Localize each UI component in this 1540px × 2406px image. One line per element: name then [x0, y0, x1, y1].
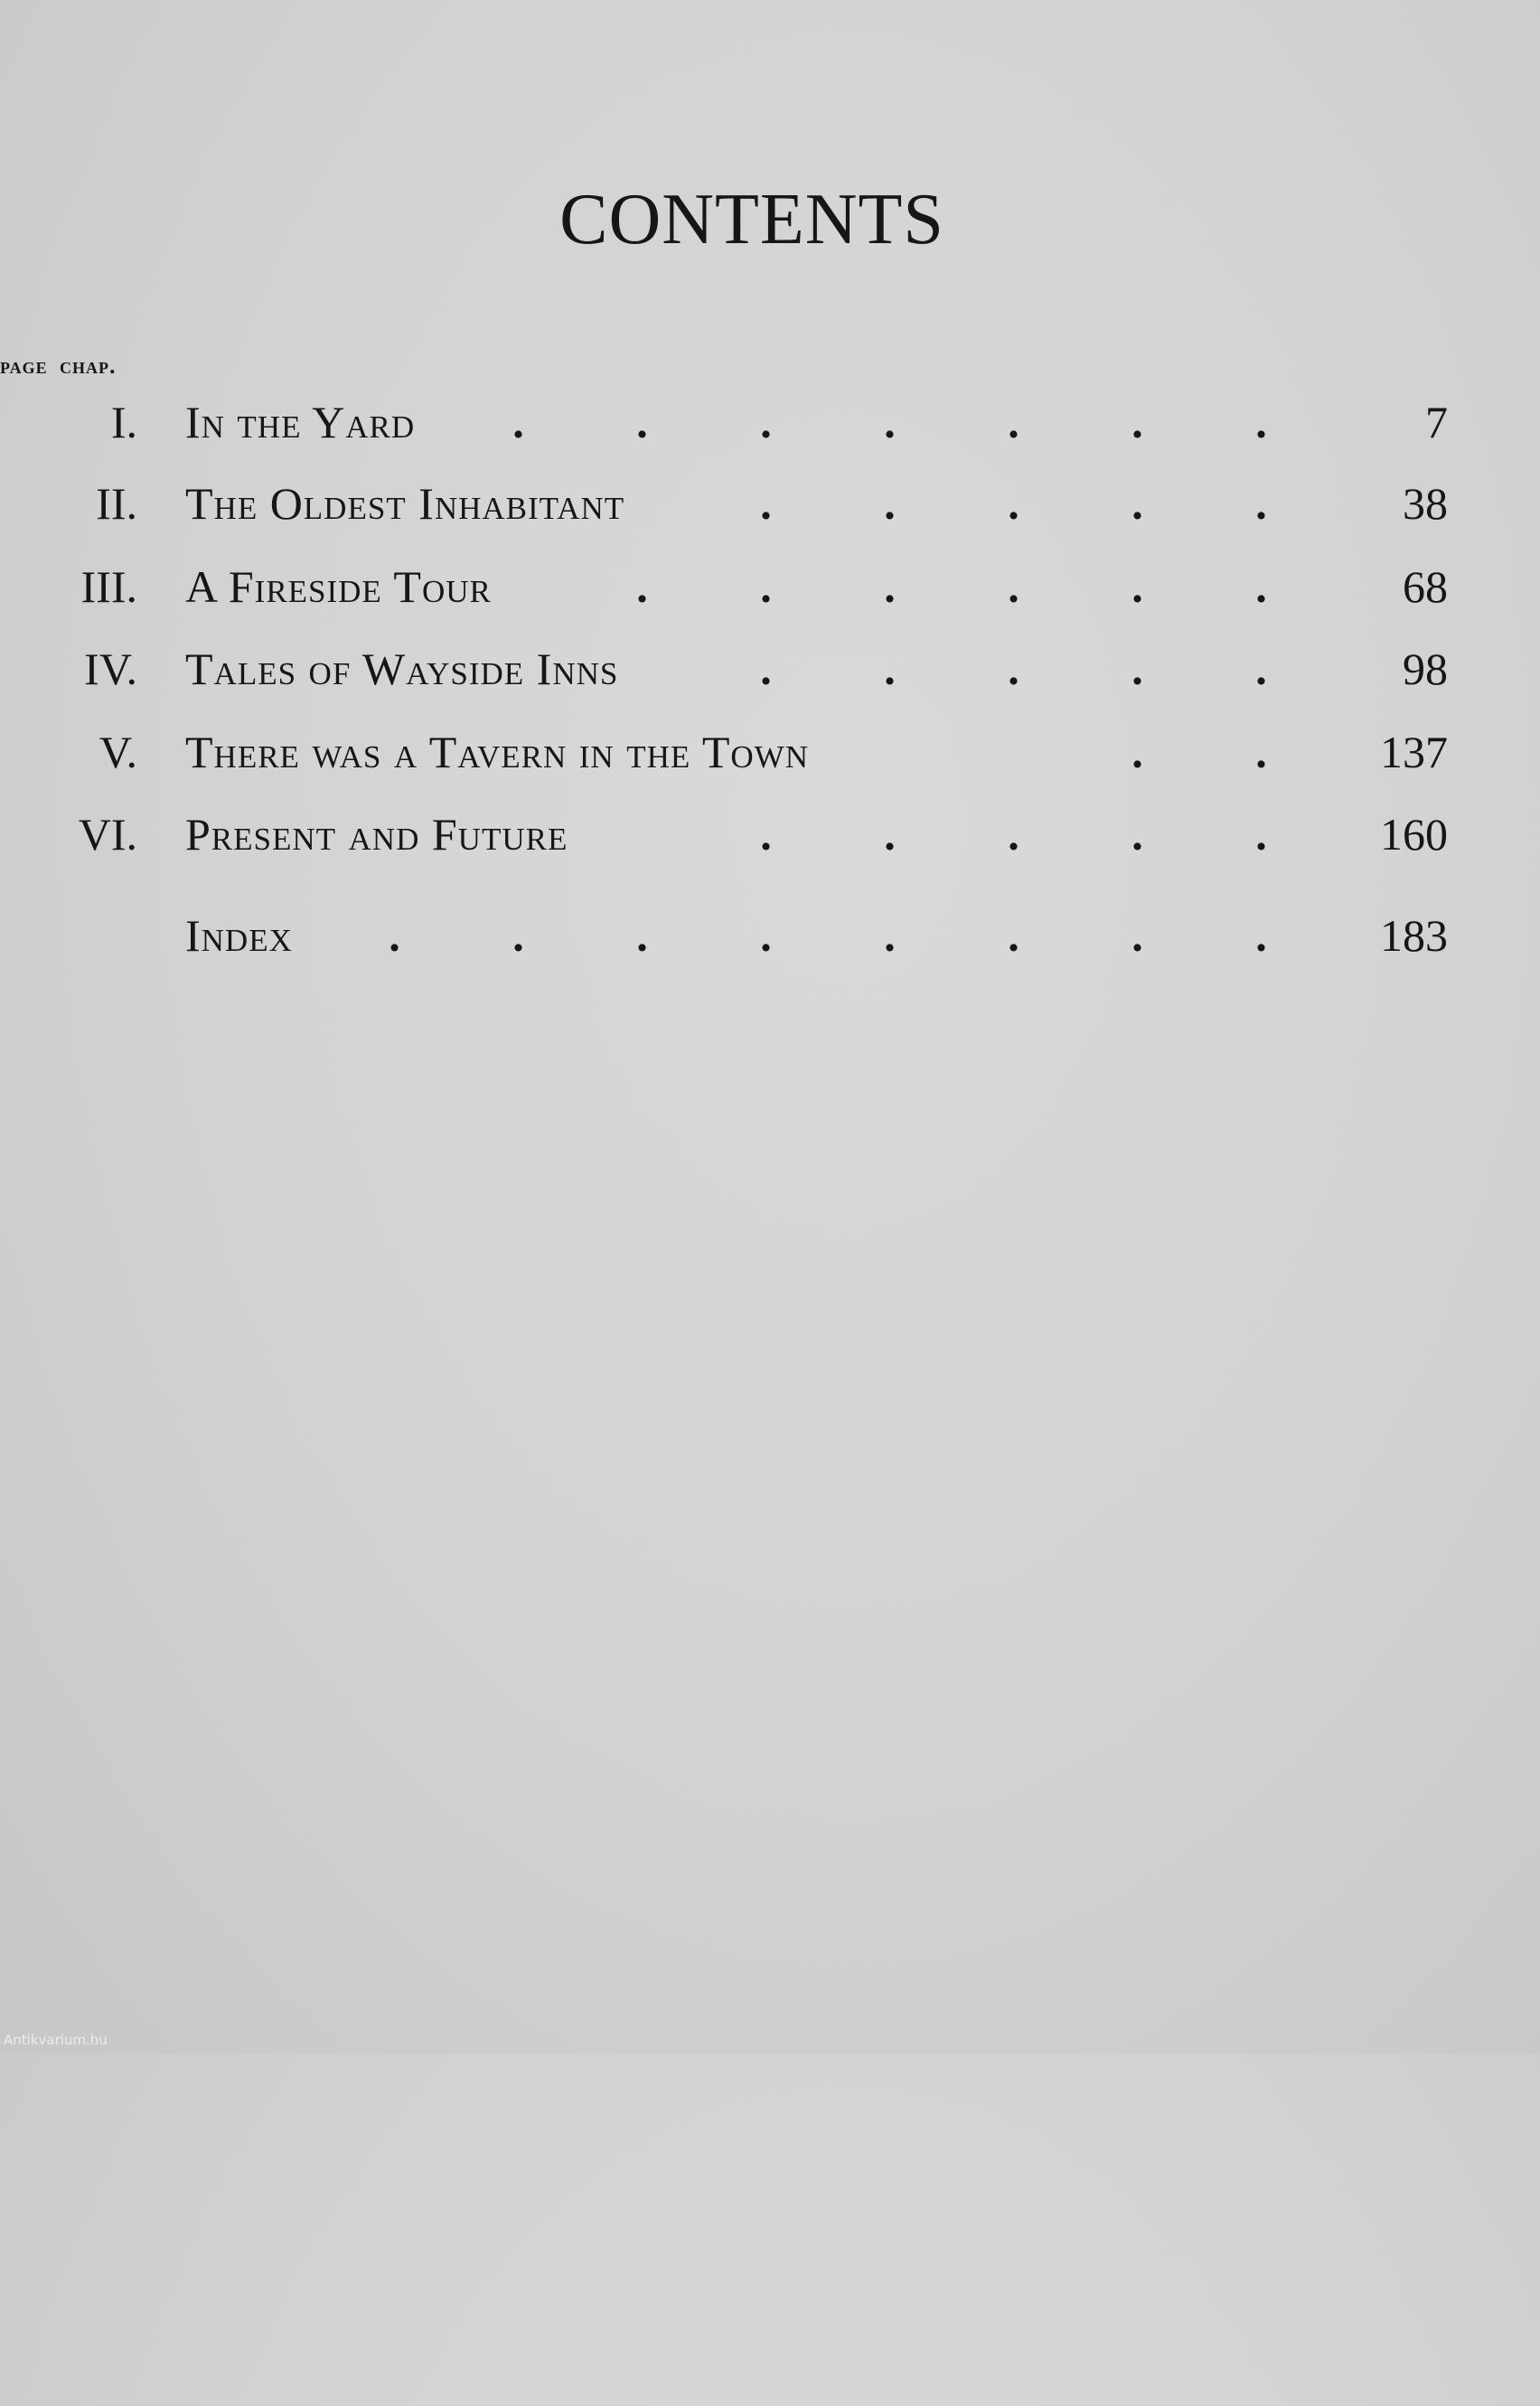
dot-leader: . . . . . . [636, 561, 1267, 612]
page-number: 7 [1425, 397, 1448, 447]
dot-leader: . . . . . . . . [389, 910, 1267, 961]
dot-leader: . . . . . [760, 478, 1267, 529]
page-number: 137 [1380, 727, 1448, 777]
chapter-title: In the Yard [185, 397, 416, 447]
page-number: 68 [1403, 561, 1448, 612]
dot-leader: . . [1132, 727, 1267, 777]
toc-entry [0, 637, 1540, 700]
chapter-number: II. [96, 478, 137, 529]
toc-entry [0, 472, 1540, 535]
toc-entry [0, 390, 1540, 454]
index-title: Index [185, 910, 293, 961]
page-column-header: page [0, 352, 48, 379]
chapter-number: I. [110, 397, 137, 447]
chapter-column-header: chap. [60, 352, 117, 379]
chapter-number: IV. [84, 644, 137, 694]
page-number: 160 [1380, 809, 1448, 860]
chapter-number: V. [99, 727, 137, 777]
chapter-title: Tales of Wayside Inns [185, 644, 619, 694]
chapter-title: The Oldest Inhabitant [185, 478, 625, 529]
dot-leader: . . . . . [760, 644, 1267, 694]
dot-leader: . . . . . [760, 809, 1267, 860]
dot-leader: . . . . . . . [512, 397, 1267, 447]
toc-entry [0, 803, 1540, 866]
chapter-title: There was a Tavern in the Town [185, 727, 809, 777]
watermark-text: Antikvarium.hu [4, 2032, 108, 2048]
chapter-title: Present and Future [185, 809, 568, 860]
chapter-number: III. [80, 561, 137, 612]
page-number: 38 [1403, 478, 1448, 529]
page-number: 98 [1403, 644, 1448, 694]
chapter-number: VI. [78, 809, 137, 860]
chapter-title: A Fireside Tour [185, 561, 492, 612]
toc-entry [0, 720, 1540, 784]
toc-entry [0, 904, 1540, 967]
page-number: 183 [1380, 910, 1448, 961]
toc-entry [0, 555, 1540, 618]
page-title: CONTENTS [559, 180, 944, 259]
